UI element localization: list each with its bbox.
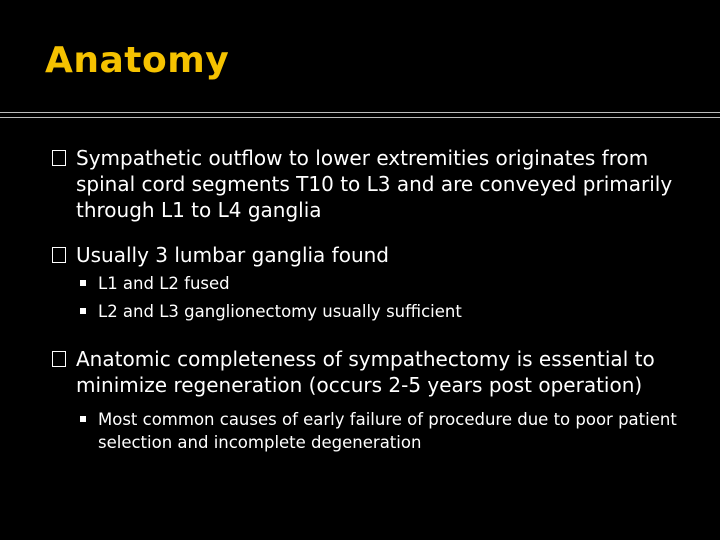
sub-bullet-text: L2 and L3 ganglionectomy usually sufficient <box>98 302 462 321</box>
sub-bullet-text: Most common causes of early failure of procedure due to poor patient selection and incomplete degeneration <box>98 410 677 452</box>
sub-bullet-item <box>80 408 678 454</box>
bullet-text: Anatomic completeness of sympathectomy is essential to minimize regeneration (occurs 2-5 years post operation) <box>76 347 655 397</box>
sub-bullet-item <box>80 272 678 295</box>
bullet-text: Usually 3 lumbar ganglia found <box>76 243 389 267</box>
bullet-item <box>52 145 696 223</box>
hollow-square-icon <box>52 351 66 367</box>
sub-bullet-text: L1 and L2 fused <box>98 274 230 293</box>
bullet-item <box>52 242 696 268</box>
slide-body <box>0 145 720 454</box>
filled-square-icon <box>80 308 86 314</box>
bullet-item <box>52 346 696 398</box>
hollow-square-icon <box>52 247 66 263</box>
divider-line <box>0 117 720 118</box>
slide-title: Anatomy <box>45 40 230 81</box>
sub-bullet-item <box>80 300 678 323</box>
title-bar <box>0 0 720 112</box>
filled-square-icon <box>80 280 86 286</box>
divider-line <box>0 112 720 113</box>
filled-square-icon <box>80 416 86 422</box>
bullet-text: Sympathetic outflow to lower extremities originates from spinal cord segments T10 to L3 and are conveyed primarily through L1 to L4 ganglia <box>76 146 673 222</box>
hollow-square-icon <box>52 150 66 166</box>
